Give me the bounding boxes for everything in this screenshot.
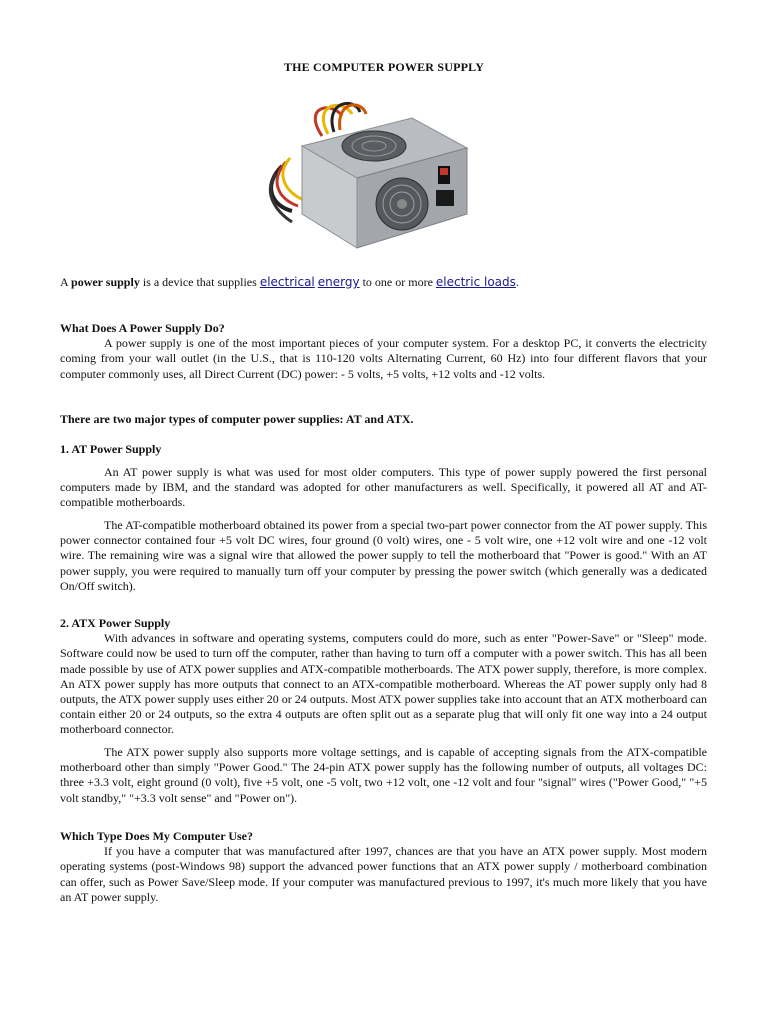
heading-atx-power-supply: 2. ATX Power Supply <box>60 616 171 630</box>
link-energy[interactable]: energy <box>317 275 360 289</box>
section-atx-para-2 <box>60 745 707 806</box>
section-at-para-2 <box>60 518 707 594</box>
document-title: THE COMPUTER POWER SUPPLY <box>283 60 485 74</box>
section-atx <box>60 616 707 738</box>
paragraph-atx-1: With advances in software and operating systems, computers could do more, such as enter "Power-Save" or "Sleep" mode. Software could now be used to turn off the computer, rather than having to turn off a computer with a power switch. This has all been made possible by use of ATX power supplies and ATX-compatible motherboards. The ATX power supply, therefore, is more complex. An ATX power supply has more outputs that connect to an ATX-compatible motherboard. Whereas the AT power supply only had 8 outputs, the ATX power supply uses either 20 or 24 outputs. Most ATX power supplies take into account that an ATX motherboard can contain either 20 or 24 outputs, so the extra 4 outputs are often split out as a separate plug that will only fit one way into a 24 output motherboard connector. <box>60 631 707 737</box>
paragraph-what-does: A power supply is one of the most important pieces of your computer system. For a desktop PC, it converts the electricity coming from your wall outlet (in the U.S., that is 110-120 volts Alternating Current, 60 Hz) into four different flavors that your computer commonly uses, all Direct Current (DC) power: - 5 volts, +5 volts, +12 volts and -12 volts. <box>60 336 707 381</box>
types-heading-block <box>60 412 707 427</box>
heading-at-power-supply: 1. AT Power Supply <box>60 442 162 456</box>
section-at-para-1 <box>60 465 707 511</box>
link-electrical[interactable]: electrical <box>259 275 315 289</box>
intro-a: A <box>60 275 69 289</box>
intro-text-2: to one or more <box>362 275 433 289</box>
section-at <box>60 442 707 457</box>
section-what <box>60 321 707 382</box>
heading-what-does: What Does A Power Supply Do? <box>60 321 225 335</box>
intro-end: . <box>515 275 519 289</box>
paragraph-atx-2: The ATX power supply also supports more voltage settings, and is capable of accepting signals from the ATX-compatible motherboard other than simply "Power Good." The 24-pin ATX power supply has the following number of outputs, all voltages DC: three +3.3 volt, eight ground (0 volt), five +5 volt, one -5 volt, two +12 volt, one -12 volt and four "signal" wires ("Power Good," "+5 volt standby," "+3.3 volt sense" and "Power on"). <box>60 745 707 805</box>
power-supply-unit-photo-icon <box>262 96 474 256</box>
intro-text-1: is a device that supplies <box>142 275 257 289</box>
intro-term: power supply <box>71 275 140 289</box>
heading-two-types: There are two major types of computer power supplies: AT and ATX. <box>60 412 414 426</box>
paragraph-at-2: The AT-compatible motherboard obtained its power from a special two-part power connector from the AT power supply. This power connector contained four +5 volt DC wires, four ground (0 volt) wires, one - 5 volt wire, one +12 volt wire and one -12 volt wire. The remaining wire was a signal wire that allowed the power supply to tell the motherboard that "Power is good." With an AT power supply, you were required to manually turn off your computer by pressing the power switch (which generally was a dedicated On/Off switch). <box>60 518 707 593</box>
paragraph-which-type: If you have a computer that was manufactured after 1997, chances are that you have an ATX power supply. Most modern operating systems (post-Windows 98) support the advanced power functions that an ATX power supply / motherboard combination can offer, such as Power Save/Sleep mode. If your computer was manufactured previous to 1997, it's much more likely that you have an AT power supply. <box>60 844 707 904</box>
section-which <box>60 829 707 905</box>
heading-which-type: Which Type Does My Computer Use? <box>60 829 253 843</box>
paragraph-at-1: An AT power supply is what was used for most older computers. This type of power supply powered the first personal computers made by IBM, and the standard was adopted for other manufacturers as well. Specifically, it powered all AT and AT-compatible motherboards. <box>60 465 707 510</box>
intro-paragraph <box>60 275 707 290</box>
power-supply-image <box>262 96 474 256</box>
link-electric-loads[interactable]: electric loads <box>435 275 516 289</box>
